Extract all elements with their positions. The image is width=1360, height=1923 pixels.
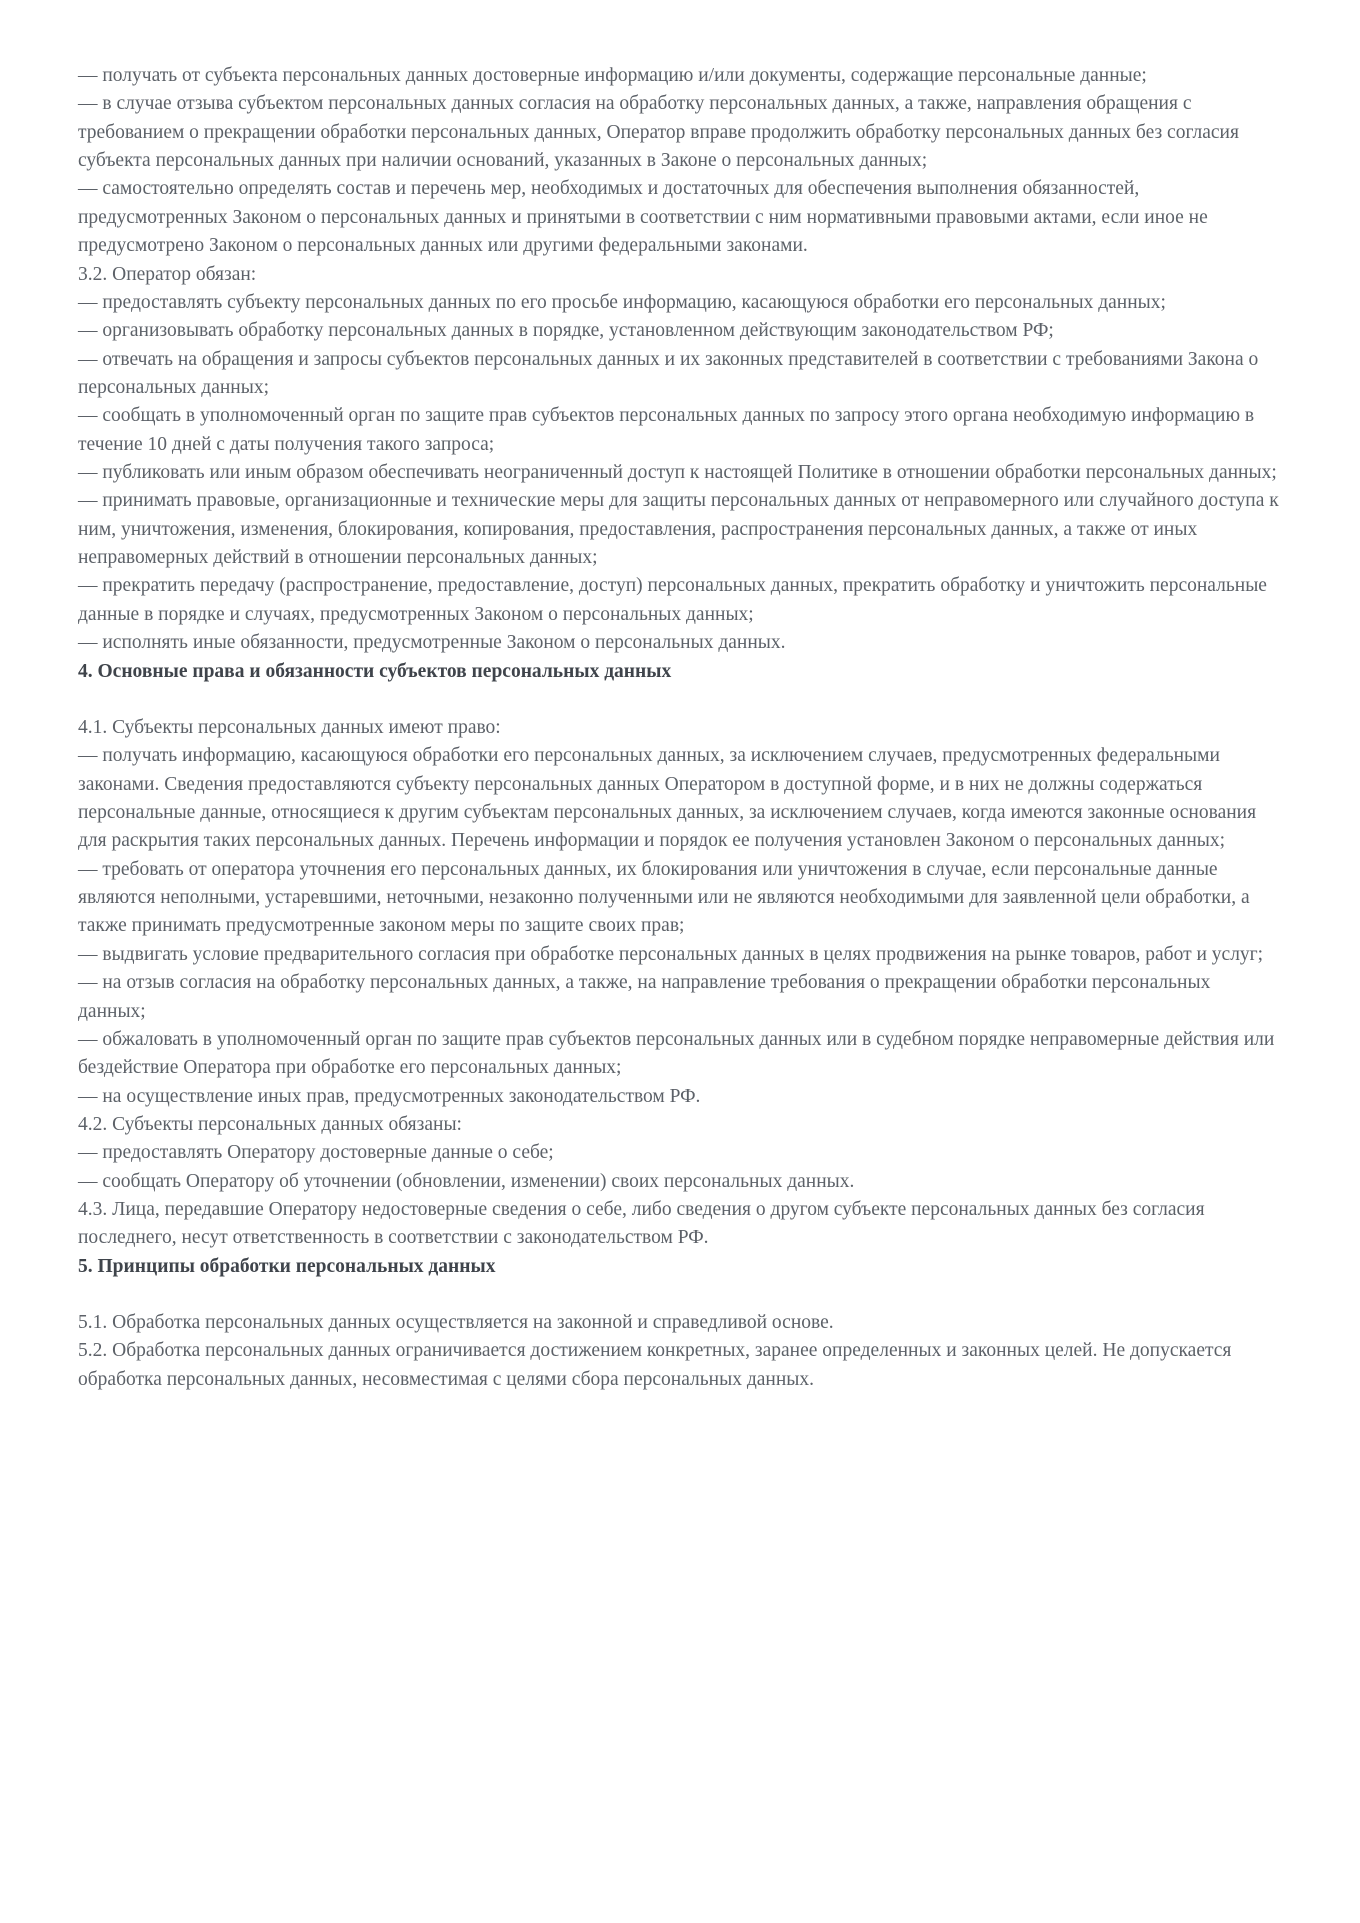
section-gap	[78, 686, 1282, 714]
paragraph-section-4-1: 4.1. Субъекты персональных данных имеют право:	[78, 716, 501, 738]
paragraph-section-4-3: 4.3. Лица, передавшие Оператору недостоверные сведения о себе, либо сведения о другом субъекте персональных данных без согласия последнего, несут ответственность в соответствии с законодательством РФ.	[78, 1199, 1210, 1249]
paragraph: — получать информацию, касающуюся обработки его персональных данных, за исключением случаев, предусмотренных федеральными законами. Сведения предоставляются субъекту персональных данных Оператором в доступной форме, и в них не должны содержаться персональные данные, относящиеся к другим субъектам персональных данных, за исключением случаев, когда имеются законные основания для раскрытия таких персональных данных. Перечень информации и порядок ее получения установлен Законом о персональных данных;	[78, 745, 1261, 852]
paragraph: — исполнять иные обязанности, предусмотренные Законом о персональных данных.	[78, 632, 786, 654]
paragraph: — требовать от оператора уточнения его персональных данных, их блокирования или уничтожения в случае, если персональные данные являются неполными, устаревшими, неточными, незаконно полученными или не являются необходимыми для заявленной цели обработки, а также принимать предусмотренные законом меры по защите своих прав;	[78, 858, 1255, 937]
paragraph: — на отзыв согласия на обработку персональных данных, а также, на направление требования о прекращении обработки персональных данных;	[78, 972, 1216, 1022]
section-heading-5: 5. Принципы обработки персональных данных	[78, 1255, 496, 1277]
paragraph: — получать от субъекта персональных данных достоверные информацию и/или документы, содержащие персональные данные;	[78, 65, 1147, 86]
paragraph: — выдвигать условие предварительного согласия при обработке персональных данных в целях продвижения на рынке товаров, работ и услуг;	[78, 943, 1264, 965]
paragraph-section-5-2: 5.2. Обработка персональных данных ограничивается достижением конкретных, заранее определенных и законных целей. Не допускается обработка персональных данных, несовместимая с целями сбора персональных данных.	[78, 1340, 1237, 1390]
section-gap	[78, 1281, 1282, 1309]
paragraph: — сообщать Оператору об уточнении (обновлении, изменении) своих персональных данных.	[78, 1170, 855, 1192]
paragraph: — предоставлять субъекту персональных данных по его просьбе информацию, касающуюся обработки его персональных данных;	[78, 291, 1166, 313]
paragraph: — в случае отзыва субъектом персональных данных согласия на обработку персональных данных, а также, направления обращения с требованием о прекращении обработки персональных данных, Оператор вправе продолжить обработку персональных данных без согласия субъекта персональных данных при наличии оснований, указанных в Законе о персональных данных;	[78, 93, 1244, 172]
paragraph-section-3-2: 3.2. Оператор обязан:	[78, 263, 257, 285]
paragraph: — обжаловать в уполномоченный орган по защите прав субъектов персональных данных или в судебном порядке неправомерные действия или бездействие Оператора при обработке его персональных данных;	[78, 1028, 1280, 1079]
document-body	[78, 62, 1282, 1394]
paragraph: — отвечать на обращения и запросы субъектов персональных данных и их законных представителей в соответствии с требованиями Закона о персональных данных;	[78, 348, 1264, 398]
paragraph: — принимать правовые, организационные и технические меры для защиты персональных данных от неправомерного или случайного доступа к ним, уничтожения, изменения, блокирования, копирования, предоставления, распространения персональных данных, а также от иных неправомерных действий в отношении персональных данных;	[78, 490, 1284, 569]
paragraph-section-4-2: 4.2. Субъекты персональных данных обязаны:	[78, 1113, 462, 1135]
paragraph: — сообщать в уполномоченный орган по защите прав субъектов персональных данных по запросу этого органа необходимую информацию в течение 10 дней с даты получения такого запроса;	[78, 405, 1260, 455]
paragraph-section-5-1: 5.1. Обработка персональных данных осуществляется на законной и справедливой основе.	[78, 1312, 834, 1334]
section-heading-4: 4. Основные права и обязанности субъектов персональных данных	[78, 660, 672, 682]
paragraph: — предоставлять Оператору достоверные данные о себе;	[78, 1142, 554, 1164]
paragraph: — организовывать обработку персональных данных в порядке, установленном действующим законодательством РФ;	[78, 320, 1054, 342]
paragraph: — публиковать или иным образом обеспечивать неограниченный доступ к настоящей Политике в отношении обработки персональных данных;	[78, 462, 1277, 484]
paragraph: — прекратить передачу (распространение, предоставление, доступ) персональных данных, прекратить обработку и уничтожить персональные данные в порядке и случаях, предусмотренных Законом о персональных данных;	[78, 575, 1272, 625]
paragraph: — на осуществление иных прав, предусмотренных законодательством РФ.	[78, 1085, 701, 1107]
paragraph: — самостоятельно определять состав и перечень мер, необходимых и достаточных для обеспечения выполнения обязанностей, предусмотренных Законом о персональных данных и принятыми в соответствии с ним нормативными правовыми актами, если иное не предусмотрено Законом о персональных данных или другими федеральными законами.	[78, 178, 1213, 257]
